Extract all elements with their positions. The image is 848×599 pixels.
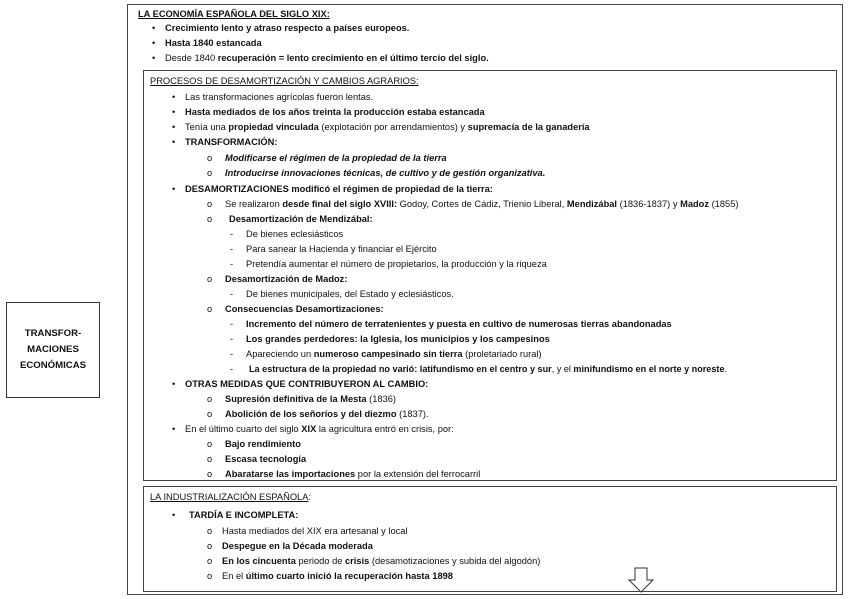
dash-icon: - (230, 244, 234, 254)
text-run: Mendizábal (566, 199, 618, 209)
section3-line: Despegue en la Década moderada (222, 541, 373, 551)
text-run: , y el (551, 364, 574, 374)
section2-line: OTRAS MEDIDAS QUE CONTRIBUYERON AL CAMBIO: (185, 379, 429, 389)
text-run: XIX (301, 424, 317, 434)
text-run: numeroso campesinado sin tierra (313, 349, 463, 359)
dash-icon: - (230, 319, 234, 329)
section2-line: TRANSFORMACIÓN: (185, 137, 278, 147)
text-run: La estructura de la propiedad no varió: latifundismo en el centro y sur (249, 364, 552, 374)
section2-line: De bienes municipales, del Estado y eclesiásticos. (246, 289, 454, 299)
text-run: Tenía una (185, 122, 229, 132)
text-run: En el último cuarto del siglo (185, 424, 302, 434)
section1-item: Hasta 1840 estancada (165, 38, 262, 48)
section2-line: Desamortización de Madoz: (225, 274, 348, 284)
bullet-icon: • (172, 92, 176, 102)
section3-line: TARDÍA E INCOMPLETA: (189, 510, 299, 520)
bullet-icon: • (172, 510, 176, 520)
section2-line: Pretendía aumentar el número de propietarios, la producción y la riqueza (246, 259, 547, 269)
section2-line: Incremento del número de terratenientes y puesta en cultivo de numerosas tierras abandonadas (246, 319, 672, 329)
circle-bullet-icon: o (207, 469, 213, 479)
text-run: En los cincuenta (222, 556, 296, 566)
section2-line: Para sanear la Hacienda y financiar el Ejército (246, 244, 437, 254)
down-arrow-icon (627, 567, 655, 593)
text-run: desde final del siglo XVIII: (282, 199, 398, 209)
text-run: (desamotizaciones y subida del algodón) (369, 556, 541, 566)
bullet-icon: • (152, 38, 156, 48)
text-run: minifundismo en el norte y noreste (573, 364, 725, 374)
left-topic-box (6, 302, 100, 398)
section2-line: Modificarse el régimen de la propiedad de la tierra (225, 153, 447, 163)
text-run: DESAMORTIZACIONES modificó (185, 184, 331, 194)
circle-bullet-icon: o (207, 526, 213, 536)
text-run: (1837). (396, 409, 429, 419)
bullet-icon: • (152, 23, 156, 33)
text-run: recuperación = lento crecimiento en el último tercio del siglo. (217, 53, 489, 63)
section3-line (222, 569, 453, 583)
circle-bullet-icon: o (207, 541, 213, 551)
text-run: Abolición de los señoríos y del diezmo (225, 409, 397, 419)
text-run: crisis (345, 556, 370, 566)
bullet-icon: • (172, 107, 176, 117)
section3-line (222, 554, 540, 568)
section2-line: Desamortización de Mendizábal: (229, 214, 373, 224)
bullet-icon: • (172, 137, 176, 147)
text-run: Madoz (680, 199, 709, 209)
section1-item (165, 51, 489, 65)
text-run: (1836-1837) y (617, 199, 681, 209)
left-label-line: ECONÓMICAS (19, 360, 87, 371)
circle-bullet-icon: o (207, 394, 213, 404)
left-label-line: MACIONES (27, 344, 79, 355)
dash-icon: - (230, 364, 234, 374)
text-run: supremacía de la ganadería (467, 122, 590, 132)
section2-line: Introducirse innovaciones técnicas, de cultivo y de gestión organizativa. (225, 168, 546, 178)
section2-line (225, 467, 480, 481)
bullet-icon: • (172, 424, 176, 434)
text-run: Desde 1840 (165, 53, 218, 63)
text-run: En el (222, 571, 246, 581)
section3-line: Hasta mediados del XIX era artesanal y local (222, 526, 408, 536)
circle-bullet-icon: o (207, 304, 213, 314)
circle-bullet-icon: o (207, 439, 213, 449)
text-run: Godoy, Cortes de Cádiz, Trienio Liberal, (397, 199, 567, 209)
section2-line (185, 422, 454, 436)
text-run: propiedad vinculada (228, 122, 319, 132)
section2-line: Bajo rendimiento (225, 439, 301, 449)
text-run: LA INDUSTRIALIZACIÓN ESPAÑOLA (150, 492, 309, 502)
text-run: . (724, 364, 728, 374)
section2-line (185, 182, 493, 196)
section2-line: Escasa tecnología (225, 454, 307, 464)
section2-line (225, 197, 738, 211)
circle-bullet-icon: o (207, 274, 213, 284)
section3-title (150, 490, 311, 504)
bullet-icon: • (172, 379, 176, 389)
circle-bullet-icon: o (207, 571, 213, 581)
circle-bullet-icon: o (207, 454, 213, 464)
dash-icon: - (230, 229, 234, 239)
text-run: (proletariado rural) (462, 349, 542, 359)
section2-line: Hasta mediados de los años treinta la producción estaba estancada (185, 107, 485, 117)
text-run: Se realizaron (225, 199, 283, 209)
section2-line: Los grandes perdedores: la Iglesia, los municipios y los campesinos (246, 334, 550, 344)
section2-line (185, 120, 590, 134)
section2-line (249, 362, 727, 376)
text-run: (1855) (709, 199, 739, 209)
text-run: Abaratarse las importaciones (225, 469, 356, 479)
text-run: Apareciendo un (246, 349, 314, 359)
circle-bullet-icon: o (207, 214, 213, 224)
text-run: (1836) (366, 394, 397, 404)
text-run: Supresión definitiva de la Mesta (225, 394, 367, 404)
circle-bullet-icon: o (207, 409, 213, 419)
left-label-line: TRANSFOR- (24, 328, 82, 339)
bullet-icon: • (172, 122, 176, 132)
text-run: (explotación por arrendamientos) y (318, 122, 468, 132)
section2-title: PROCESOS DE DESAMORTIZACIÓN Y CAMBIOS AGRARIOS: (150, 76, 419, 86)
bullet-icon: • (172, 184, 176, 194)
text-run: por la extensión del ferrocarril (355, 469, 481, 479)
dash-icon: - (230, 349, 234, 359)
dash-icon: - (230, 259, 234, 269)
text-run: : (308, 492, 312, 502)
circle-bullet-icon: o (207, 153, 213, 163)
section2-line: Las transformaciones agrícolas fueron lentas. (185, 92, 374, 102)
section2-line (225, 407, 429, 421)
section2-line: Consecuencias Desamortizaciones: (225, 304, 384, 314)
dash-icon: - (230, 289, 234, 299)
circle-bullet-icon: o (207, 556, 213, 566)
dash-icon: - (230, 334, 234, 344)
section2-line (225, 392, 396, 406)
text-run: último cuarto inició la recuperación hasta 1898 (245, 571, 453, 581)
section1-item: Crecimiento lento y atraso respecto a países europeos. (165, 23, 410, 33)
bullet-icon: • (152, 53, 156, 63)
section2-line (246, 347, 542, 361)
circle-bullet-icon: o (207, 168, 213, 178)
circle-bullet-icon: o (207, 199, 213, 209)
text-run: la agricultura entró en crisis, por: (316, 424, 454, 434)
section1-title: LA ECONOMÍA ESPAÑOLA DEL SIGLO XIX: (138, 9, 330, 19)
text-run: el régimen de propiedad de la tierra: (330, 184, 493, 194)
text-run: periodo de (295, 556, 345, 566)
section2-line: De bienes eclesiásticos (246, 229, 344, 239)
